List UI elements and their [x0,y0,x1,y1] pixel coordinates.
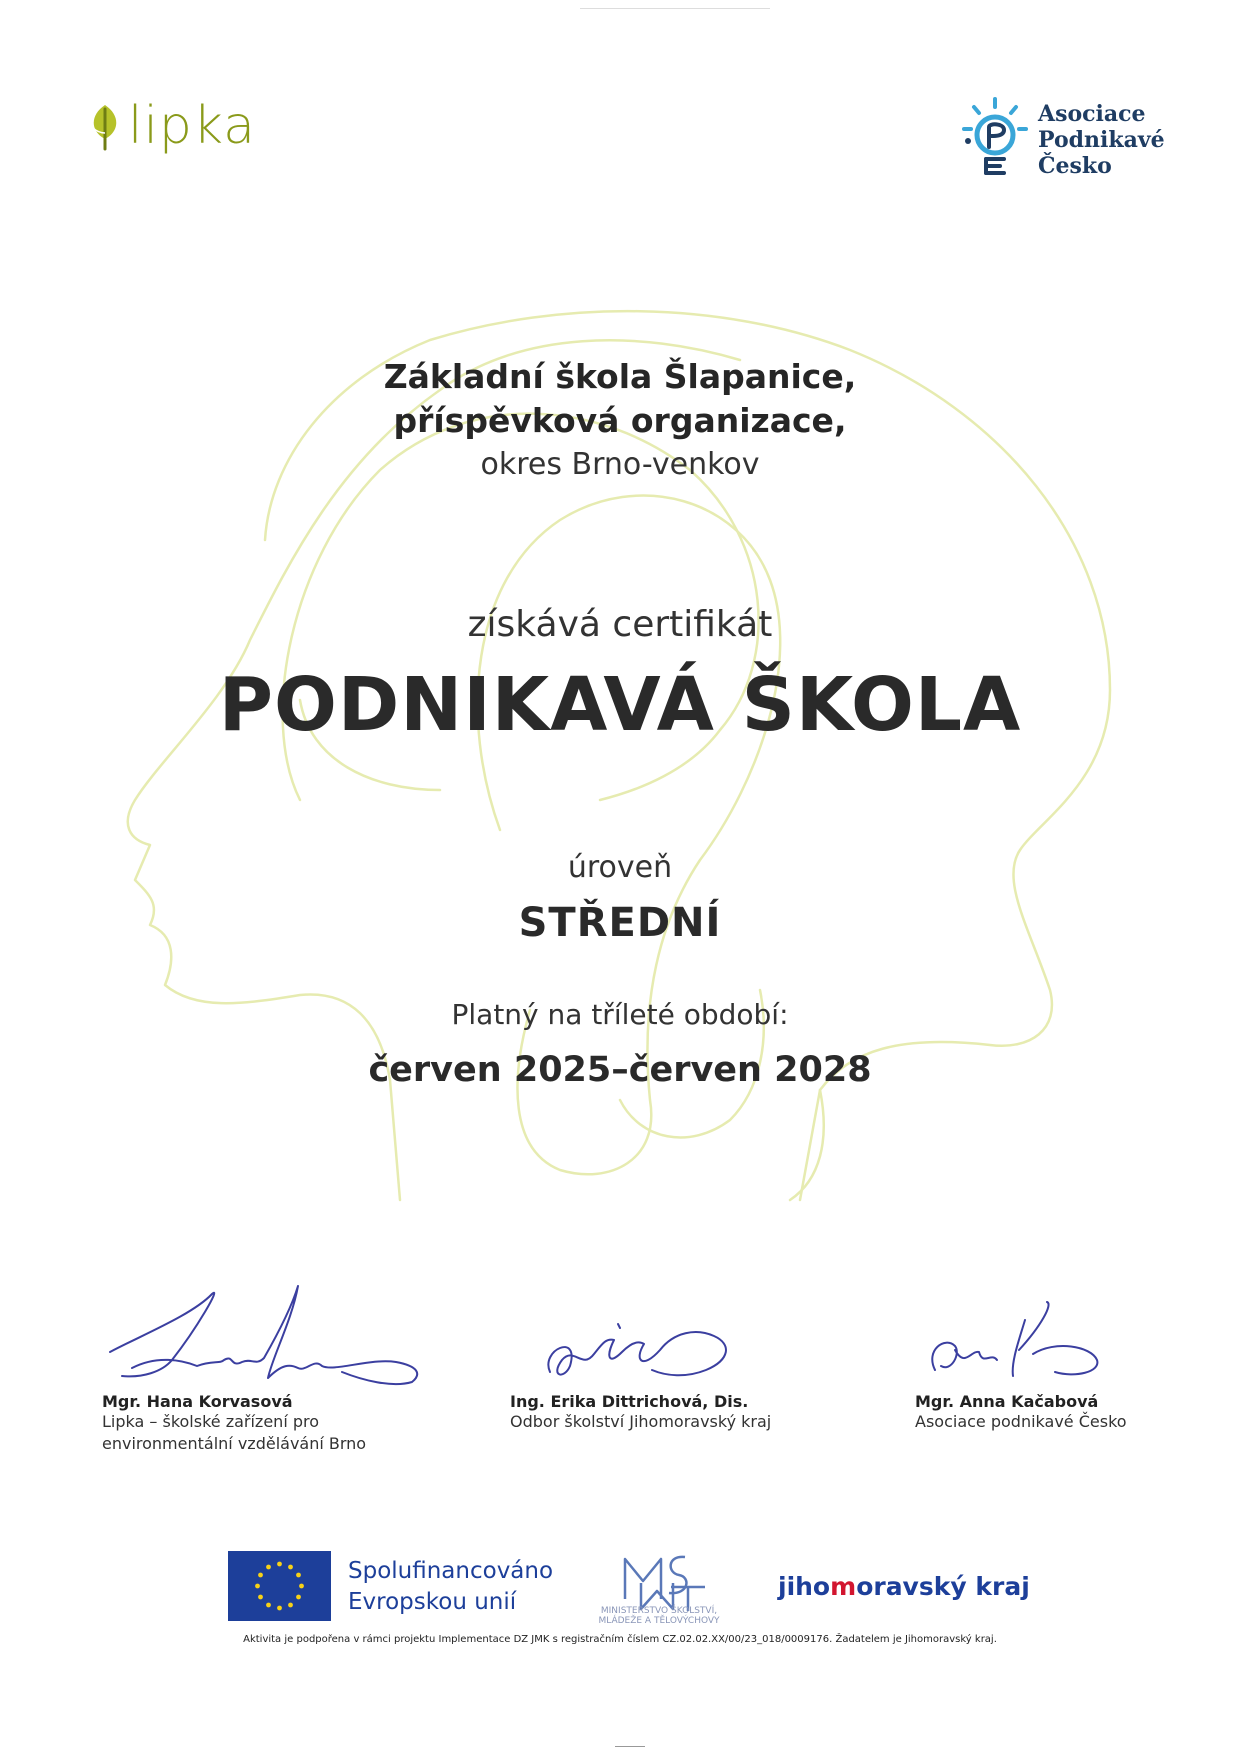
signatory-name-2: Ing. Erika Dittrichová, Dis. [510,1392,749,1411]
eu-stars-icon [228,1551,331,1621]
eu-text-line-1: Spolufinancováno [348,1558,554,1584]
certificate-title: PODNIKAVÁ ŠKOLA [218,662,1022,748]
jmk-prefix: jiho [778,1572,831,1601]
msmt-caption-line-2: MLÁDEŽE A TĚLOVÝCHOVY [598,1616,720,1626]
jmk-suffix: oravský kraj [856,1572,1030,1601]
eu-text-line-2: Evropskou unií [348,1589,517,1615]
validity-period: červen 2025–červen 2028 [368,1050,872,1090]
signatory-name-3: Mgr. Anna Kačabová [915,1392,1099,1411]
funding-footnote: Aktivita je podpořena v rámci projektu Implementace DZ JMK s registračním číslem CZ.02.02.XX/00/23_018/0009176. Žadatelem je Jihomoravský kraj. [243,1634,997,1645]
leaf-icon [88,101,122,151]
apc-line-2: Podnikavé [1038,127,1165,153]
signature-block-2 [510,1280,771,1433]
school-name-line-1: Základní škola Šlapanice, [383,357,857,396]
level-label: úroveň [567,850,673,885]
signatory-name-1: Mgr. Hana Korvasová [102,1392,293,1411]
school-district: okres Brno-venkov [480,447,760,482]
msmt-caption [585,1606,733,1626]
jmk-logo [778,1572,1030,1601]
level-value: STŘEDNÍ [518,900,722,946]
lipka-logo [88,96,256,156]
school-name-line-2: příspěvková organizace, [393,401,847,440]
lipka-wordmark: lipka [128,96,256,156]
signatory-role-3: Asociace podnikavé Česko [915,1412,1127,1431]
apc-logo [960,95,1165,185]
signature-block-3 [915,1280,1155,1433]
signature-block-1 [102,1280,422,1455]
signatory-role-1b: environmentální vzdělávání Brno [102,1434,367,1453]
handwritten-signature-3 [915,1280,1155,1390]
apc-line-3: Česko [1038,153,1112,179]
handwritten-signature-1 [102,1280,422,1390]
eu-cofunded-text [348,1556,553,1618]
signatory-role-2: Odbor školství Jihomoravský kraj [510,1412,772,1431]
apc-wordmark [1038,101,1165,179]
handwritten-signature-2 [510,1280,770,1390]
jmk-accent-letter: m [830,1572,857,1601]
certificate-intro: získává certifikát [467,604,773,645]
apc-line-1: Asociace [1038,101,1146,127]
lightbulb-icon [960,95,1030,185]
signatory-role-1a: Lipka – školské zařízení pro [102,1412,320,1431]
msmt-caption-line-1: MINISTERSTVO ŠKOLSTVÍ, [600,1606,718,1616]
validity-label: Platný na tříleté období: [451,998,789,1031]
eu-flag [228,1551,331,1621]
